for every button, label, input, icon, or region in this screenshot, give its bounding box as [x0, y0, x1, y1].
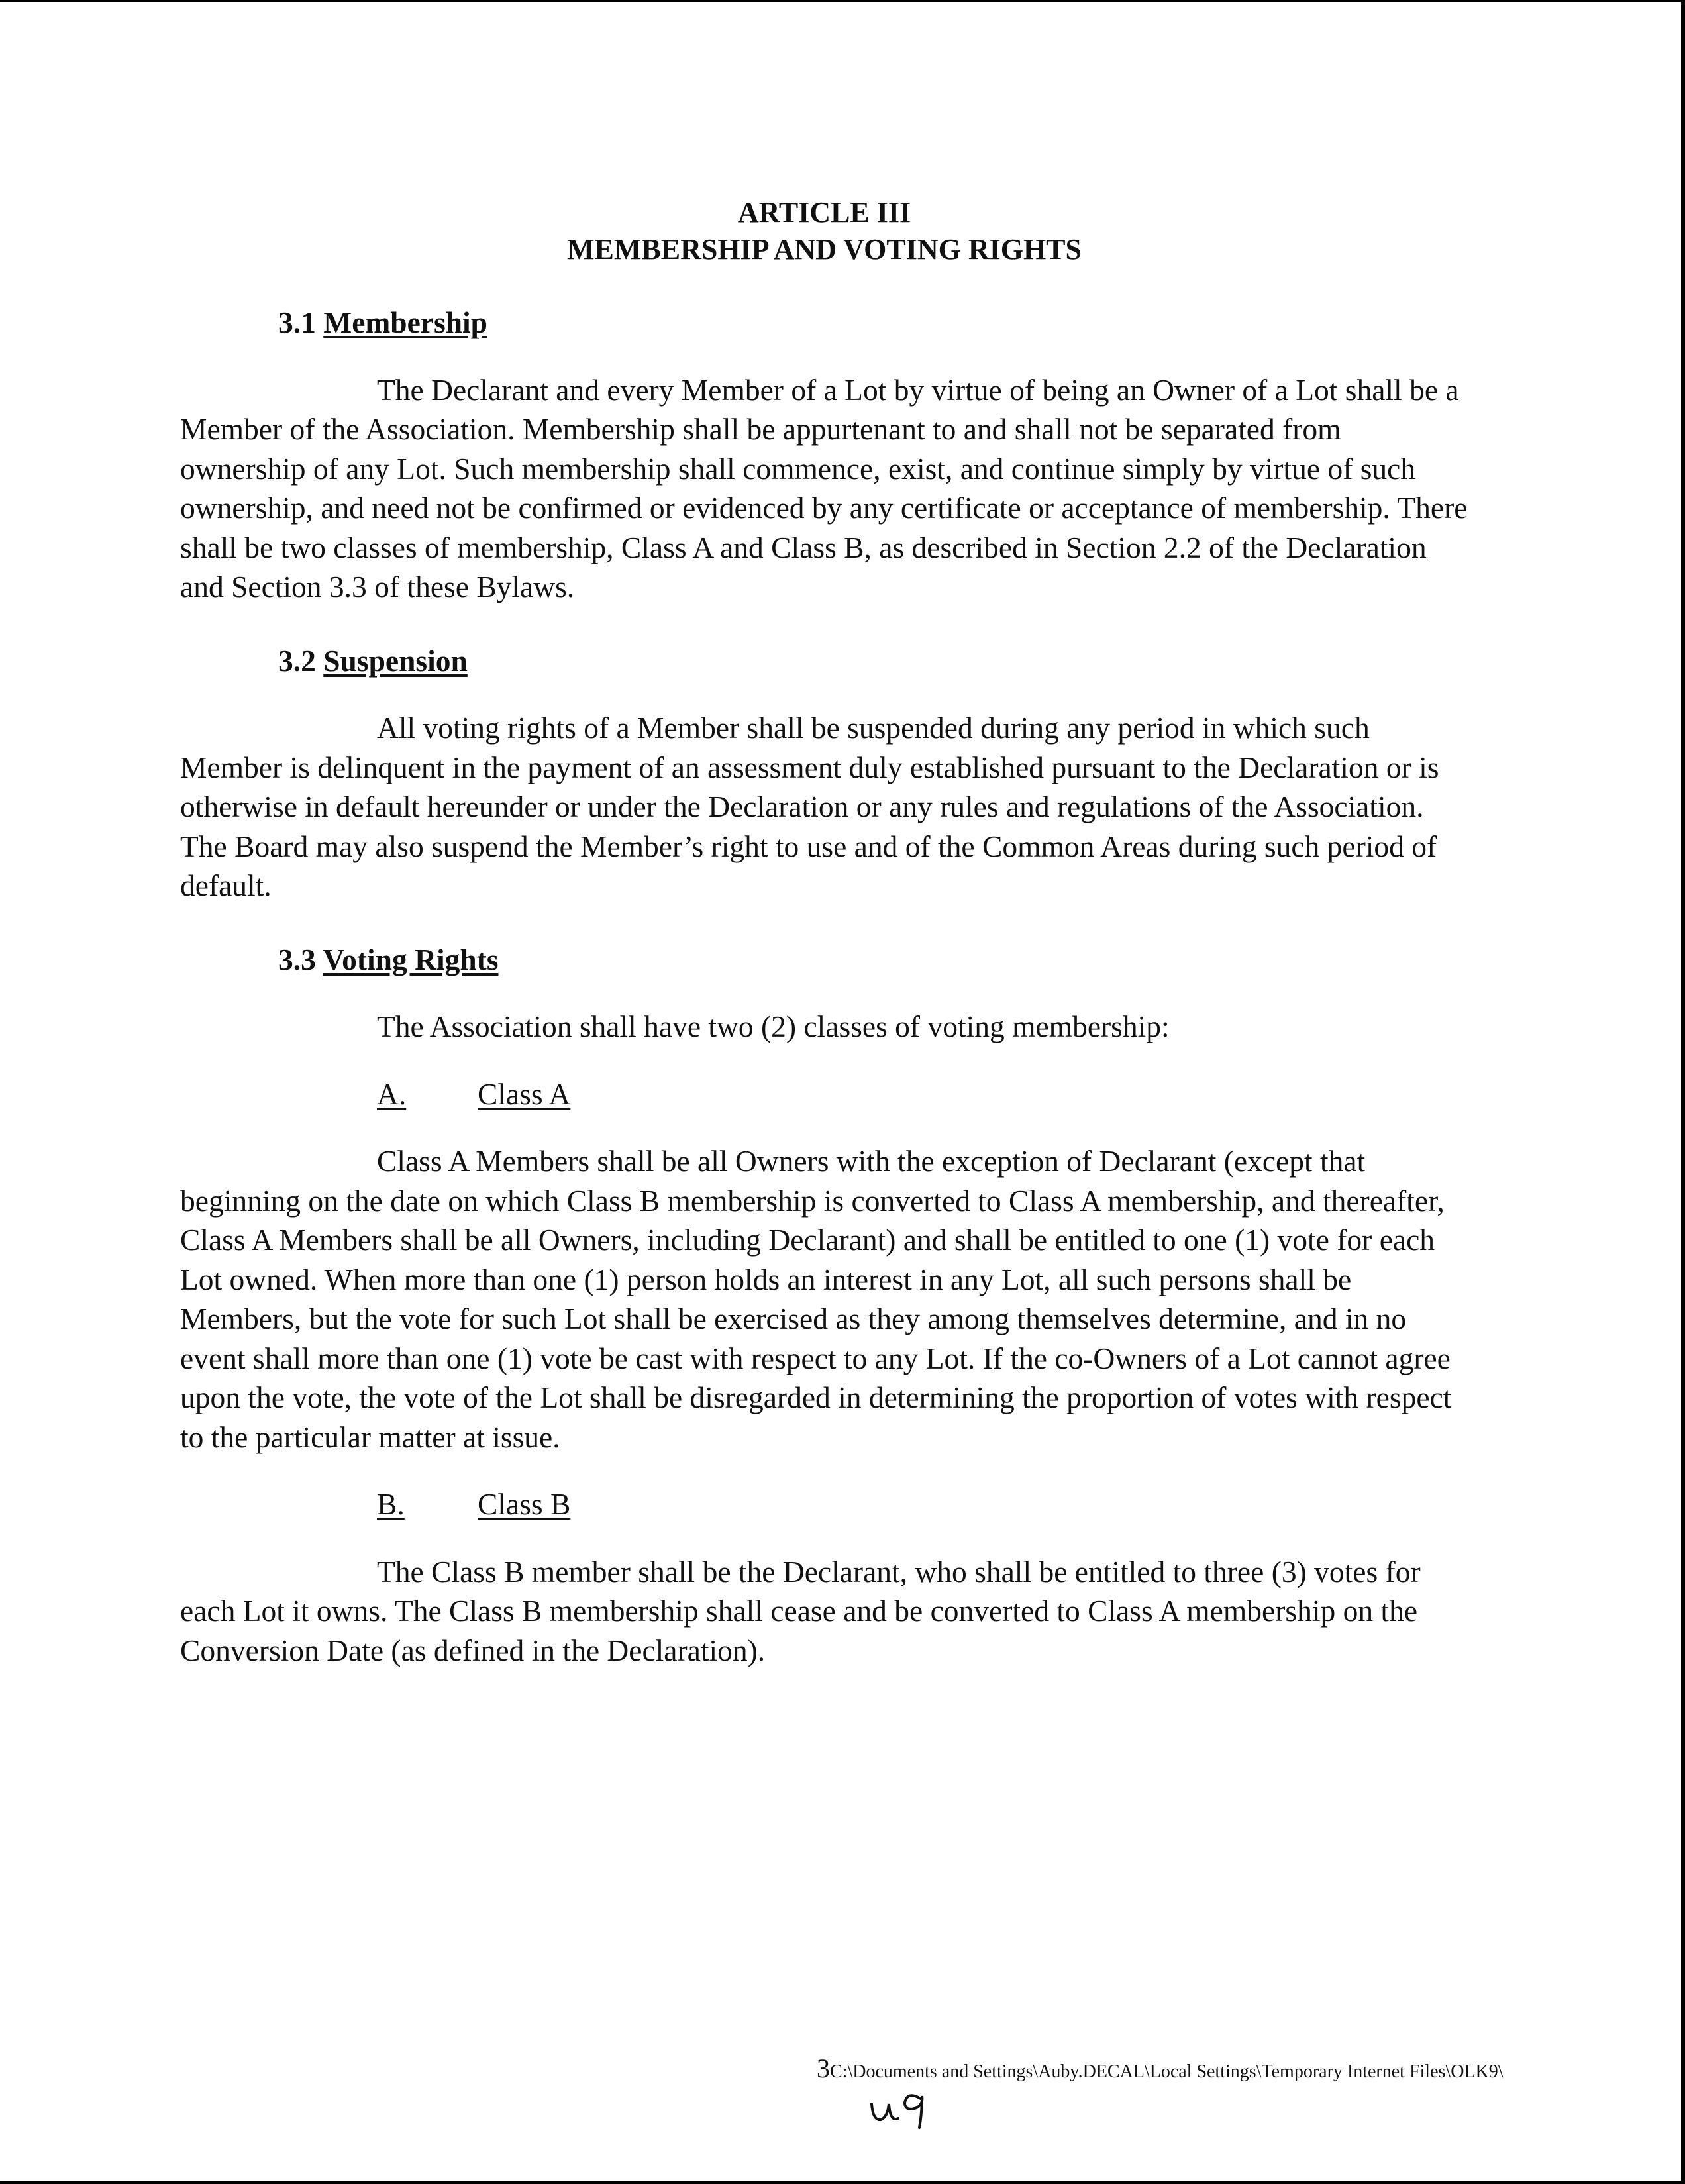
voting-intro: The Association shall have two (2) classes of voting membership:	[377, 1010, 1170, 1043]
file-path: C:\Documents and Settings\Auby.DECAL\Local Settings\Temporary Internet Files\OLK9\	[830, 2061, 1504, 2082]
footer-file-path	[817, 2054, 1504, 2084]
article-header	[180, 194, 1468, 268]
section-title: Membership	[323, 305, 487, 339]
class-a-letter: A.	[377, 1076, 407, 1111]
section-number: 3.2	[278, 643, 316, 678]
class-a-heading	[377, 1074, 1468, 1114]
section-heading-membership	[278, 303, 1468, 342]
document-content	[180, 194, 1468, 1670]
page-number: 3	[817, 2054, 830, 2083]
article-number: ARTICLE III	[737, 196, 911, 229]
class-a-body: Class A Members shall be all Owners with the exception of Declarant (except that beginning on the date on which Class B membership is converted to Class A membership, and thereafter, Class A Members shall be all Owners, including Declarant) and shall be entitled to one (1) vote for each Lot owned. When more than one (1) person holds an interest in any Lot, all such persons shall be Members, but the vote for such Lot shall be exercised as they among themselves determine, and in no event shall more than one (1) vote be cast with respect to any Lot. If the co-Owners of a Lot cannot agree upon the vote, the vote of the Lot shall be disregarded in determining the proportion of votes with respect to the particular matter at issue.	[180, 1144, 1452, 1454]
section-body-membership: The Declarant and every Member of a Lot by virtue of being an Owner of a Lot shall be a Member of the Association. Membership shall be appurtenant to and shall not be separated from ownership of any Lot. Such membership shall commence, exist, and continue simply by virtue of such ownership, and need not be confirmed or evidenced by any certificate or acceptance of membership. There shall be two classes of membership, Class A and Class B, as described in Section 2.2 of the Declaration and Section 3.3 of these Bylaws.	[180, 372, 1468, 603]
section-heading-suspension	[278, 641, 1468, 681]
handwritten-mark	[866, 2084, 939, 2130]
class-b-heading	[377, 1484, 1468, 1524]
article-title: MEMBERSHIP AND VOTING RIGHTS	[566, 233, 1082, 266]
class-b-letter: B.	[377, 1487, 405, 1521]
class-b-name: Class B	[478, 1487, 571, 1521]
class-a-name: Class A	[478, 1076, 571, 1111]
section-body-suspension: All voting rights of a Member shall be suspended during any period in which such Member is delinquent in the payment of an assessment duly established pursuant to the Declaration or is otherwise in default hereunder or under the Declaration or any rules and regulations of the Association. The Board may also suspend the Member’s right to use and of the Common Areas during such period of default.	[180, 711, 1439, 902]
section-title: Suspension	[323, 643, 468, 678]
section-number: 3.1	[278, 305, 316, 339]
class-b-body: The Class B member shall be the Declarant, who shall be entitled to three (3) votes for each Lot it owns. The Class B membership shall cease and be converted to Class A membership on the Conversion Date (as defined in the Declaration).	[180, 1554, 1421, 1667]
section-number: 3.3	[278, 942, 316, 976]
section-title: Voting Rights	[323, 942, 499, 976]
section-heading-voting-rights	[278, 940, 1468, 980]
